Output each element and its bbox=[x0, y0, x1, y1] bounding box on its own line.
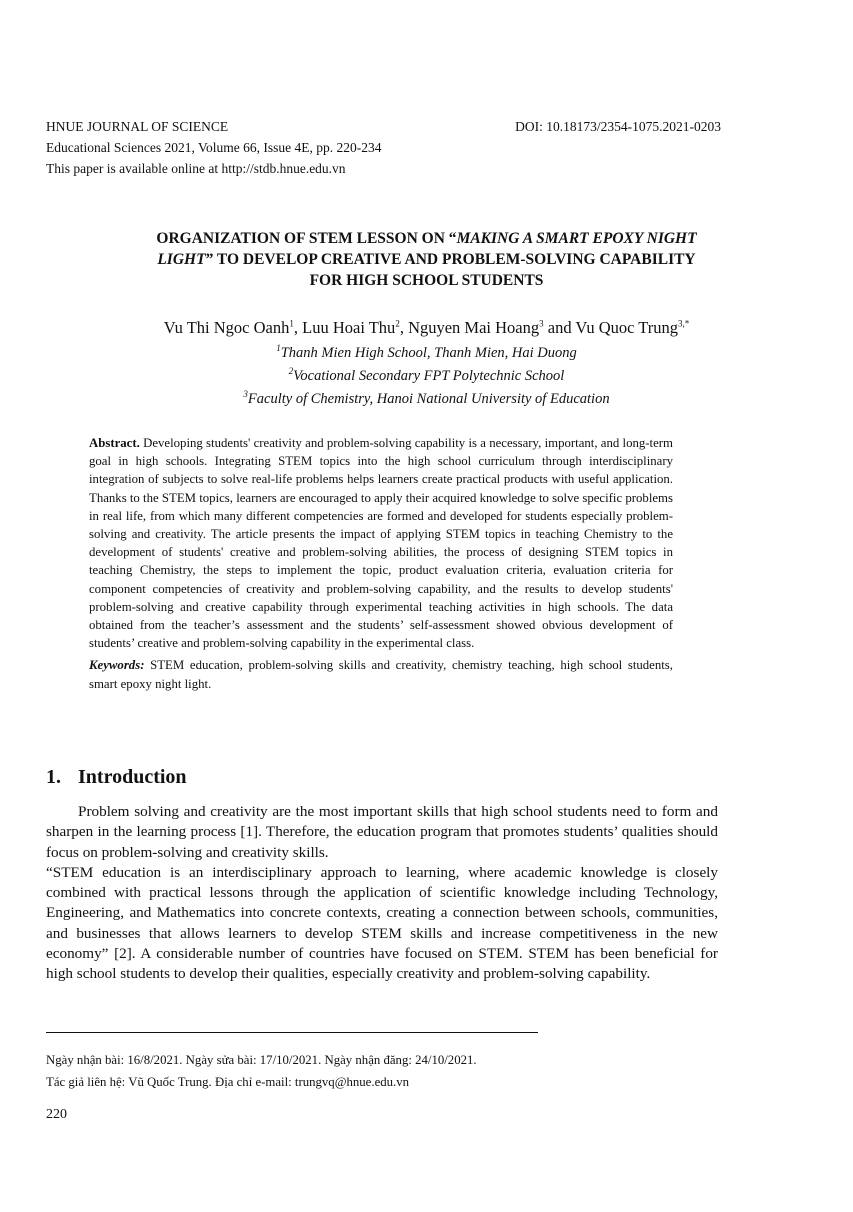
author-name: Vu Quoc Trung bbox=[575, 318, 679, 337]
section-number: 1. bbox=[46, 766, 61, 788]
paper-title bbox=[60, 228, 793, 291]
body-paragraph: Problem solving and creativity are the most important skills that high school students need to form and sharpen in the learning process [1]. Therefore, the education program that promotes students’ qualities should focus on problem-solving and creativity skills. bbox=[46, 803, 718, 861]
abstract-label: Abstract. bbox=[89, 436, 140, 450]
title-part2: ” TO DEVELOP CREATIVE AND PROBLEM-SOLVING CAPABILITY bbox=[205, 251, 696, 268]
abstract-paragraph bbox=[89, 434, 673, 652]
affiliations bbox=[46, 342, 807, 411]
page-number: 220 bbox=[46, 1107, 67, 1122]
affiliation bbox=[46, 365, 807, 388]
availability-note: This paper is available online at http://stdb.hnue.edu.vn bbox=[46, 161, 346, 176]
section-title: Introduction bbox=[78, 766, 187, 788]
title-part1: ORGANIZATION OF STEM LESSON ON “ bbox=[156, 230, 457, 247]
keywords-text: STEM education, problem-solving skills and creativity, chemistry teaching, high school students, smart epoxy night light. bbox=[89, 658, 673, 691]
affiliation-mark: 1 bbox=[276, 343, 281, 354]
author-and: and bbox=[543, 318, 576, 337]
author-name: Nguyen Mai Hoang bbox=[408, 318, 540, 337]
affiliation-text: Faculty of Chemistry, Hanoi National University of Education bbox=[247, 391, 610, 407]
author-separator: , bbox=[399, 318, 409, 337]
author-list bbox=[46, 318, 807, 338]
author-mark: 3,* bbox=[678, 318, 690, 329]
author-mark: 3 bbox=[539, 318, 544, 329]
journal-name: HNUE JOURNAL OF SCIENCE bbox=[46, 119, 229, 134]
title-italic1: MAKING A SMART EPOXY NIGHT bbox=[456, 230, 697, 247]
title-italic2: LIGHT bbox=[157, 251, 206, 268]
footnote-contact: Tác giả liên hệ: Vũ Quốc Trung. Địa chỉ e-mail: trungvq@hnue.edu.vn bbox=[46, 1075, 410, 1089]
keywords-label: Keywords: bbox=[89, 658, 145, 673]
author-separator: , bbox=[293, 318, 303, 337]
journal-header bbox=[46, 116, 721, 179]
footnote-rule bbox=[46, 1032, 538, 1033]
abstract bbox=[89, 434, 673, 693]
issue-info: Educational Sciences 2021, Volume 66, Issue 4E, pp. 220-234 bbox=[46, 140, 382, 155]
author-name: Luu Hoai Thu bbox=[302, 318, 396, 337]
affiliation-text: Thanh Mien High School, Thanh Mien, Hai Duong bbox=[280, 345, 577, 361]
section-body bbox=[46, 802, 718, 985]
section-heading bbox=[46, 766, 187, 789]
affiliation-text: Vocational Secondary FPT Polytechnic School bbox=[293, 368, 565, 384]
keywords bbox=[89, 656, 673, 692]
title-line3: FOR HIGH SCHOOL STUDENTS bbox=[309, 272, 544, 289]
footnotes bbox=[46, 1049, 477, 1093]
footnote-dates: Ngày nhận bài: 16/8/2021. Ngày sửa bài: 17/10/2021. Ngày nhận đăng: 24/10/2021. bbox=[46, 1053, 477, 1067]
abstract-text: Developing students' creativity and problem-solving capability is a necessary, important, and long-term goal in high schools. Integrating STEM topics into the high school curriculum through interdisciplinary integration of subjects to solve real-life problems helps learners create practical products with useful application. Thanks to the STEM topics, learners are encouraged to apply their acquired knowledge to solve specific problems in real life, from which many different competencies are formed and developed for students especially problem-solving and creativity. The article presents the impact of applying STEM topics in teaching Chemistry to the development of students' creative and problem-solving abilities, the process of designing STEM topics in teaching Chemistry, the steps to implement the topic, product evaluation criteria, evaluation criteria for component competencies of creativity and problem-solving capability, and the results to develop students' problem-solving and creative capability through experimental teaching activities in high schools. The data obtained from the teacher’s assessment and the students’ self-assessment showed obvious development of students’ creative and problem-solving capability in the experimental class. bbox=[89, 436, 673, 651]
author-mark: 1 bbox=[289, 318, 294, 329]
author-name: Vu Thi Ngoc Oanh bbox=[163, 318, 290, 337]
doi[interactable]: DOI: 10.18173/2354-1075.2021-0203 bbox=[515, 119, 721, 134]
affiliation-mark: 3 bbox=[243, 389, 248, 400]
affiliation bbox=[46, 388, 807, 411]
author-mark: 2 bbox=[395, 318, 400, 329]
affiliation bbox=[46, 342, 807, 365]
affiliation-mark: 2 bbox=[288, 366, 294, 377]
body-paragraph: “STEM education is an interdisciplinary approach to learning, where academic knowledge is closely combined with practical lessons through the application of scientific knowledge including Technology, Engineering, and Mathematics into concrete contexts, creating a connection between schools, communities, and businesses that allows learners to develop STEM skills and increase competitiveness in the new economy” [2]. A considerable number of countries have focused on STEM. STEM has been beneficial for high school students to develop their qualities, especially creativity and problem-solving capability. bbox=[46, 863, 718, 983]
